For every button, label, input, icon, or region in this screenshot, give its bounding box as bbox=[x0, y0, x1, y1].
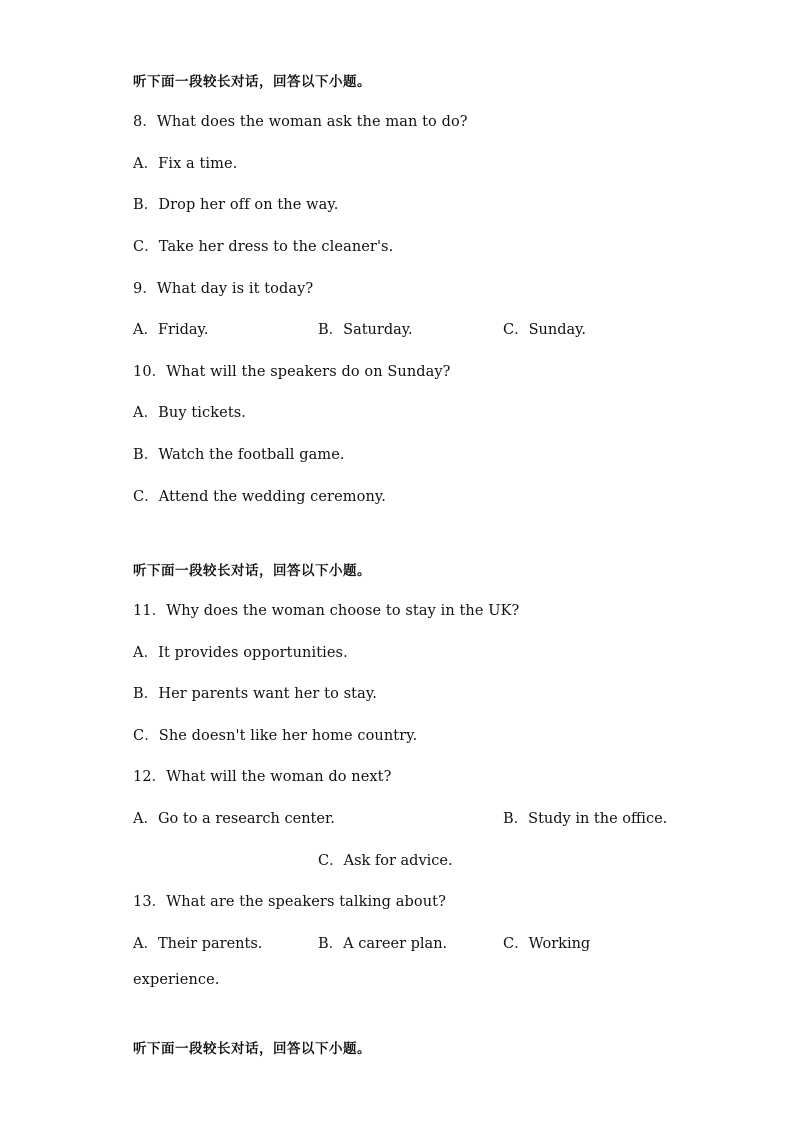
option-13b: B．A career plan. bbox=[318, 936, 448, 952]
section-heading: 听下面一段较长对话，回答以下小题。 bbox=[133, 1041, 371, 1057]
option-11a: A．It provides opportunities. bbox=[133, 645, 348, 661]
section-heading: 听下面一段较长对话，回答以下小题。 bbox=[133, 563, 371, 579]
option-10c: C．Attend the wedding ceremony. bbox=[133, 489, 386, 505]
option-9a: A．Friday. bbox=[133, 322, 209, 338]
option-10b: B．Watch the football game. bbox=[133, 447, 345, 463]
question-13: 13．What are the speakers talking about? bbox=[133, 894, 446, 910]
option-12b: B．Study in the office. bbox=[503, 811, 668, 827]
question-9: 9．What day is it today? bbox=[133, 281, 314, 297]
option-11b: B．Her parents want her to stay. bbox=[133, 686, 377, 702]
question-11: 11．Why does the woman choose to stay in the UK? bbox=[133, 603, 520, 619]
question-8: 8．What does the woman ask the man to do? bbox=[133, 114, 468, 130]
option-13c-continuation: experience. bbox=[133, 972, 220, 988]
option-10a: A．Buy tickets. bbox=[133, 405, 246, 421]
option-8b: B．Drop her off on the way. bbox=[133, 197, 339, 213]
question-12: 12．What will the woman do next? bbox=[133, 769, 392, 785]
option-8a: A．Fix a time. bbox=[133, 156, 238, 172]
question-10: 10．What will the speakers do on Sunday? bbox=[133, 364, 451, 380]
option-12a: A．Go to a research center. bbox=[133, 811, 335, 827]
option-9b: B．Saturday. bbox=[318, 322, 413, 338]
option-9c: C．Sunday. bbox=[503, 322, 587, 338]
option-11c: C．She doesn't like her home country. bbox=[133, 728, 418, 744]
option-12c: C．Ask for advice. bbox=[318, 853, 453, 869]
option-13c: C．Working bbox=[503, 936, 591, 952]
section-heading: 听下面一段较长对话，回答以下小题。 bbox=[133, 74, 371, 90]
option-13a: A．Their parents. bbox=[133, 936, 263, 952]
option-8c: C．Take her dress to the cleaner's. bbox=[133, 239, 394, 255]
